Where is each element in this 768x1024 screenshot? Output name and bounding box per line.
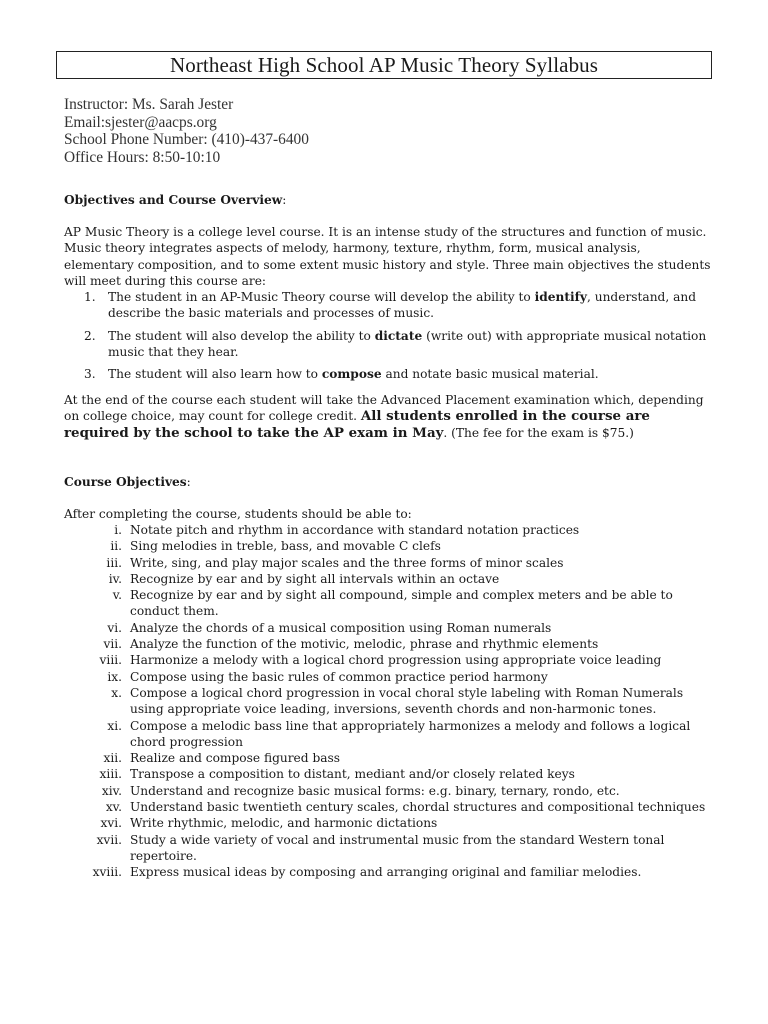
list-marker: 2. <box>84 328 96 343</box>
item-text: Write rhythmic, melodic, and harmonic dictations <box>130 816 438 831</box>
main-objectives-list <box>64 289 714 382</box>
list-item <box>64 555 714 571</box>
item-text: Write, sing, and play major scales and the three forms of minor scales <box>130 555 564 570</box>
item-text: Express musical ideas by composing and arranging original and familiar melodies. <box>130 865 642 880</box>
list-item <box>64 832 714 865</box>
email-line: Email:sjester@aacps.org <box>64 113 217 131</box>
list-item <box>64 783 714 799</box>
objective-text: The student in an AP-Music Theory course will develop the ability to <box>108 290 535 304</box>
list-marker: vii. <box>103 637 122 652</box>
list-item <box>64 864 714 880</box>
list-item <box>64 571 714 587</box>
list-marker: v. <box>112 588 122 603</box>
list-item <box>64 289 714 322</box>
exam-text: At the end of the course each student will take the Advanced Placement examination which, depending on college choice, may count for college credit. <box>64 393 704 424</box>
course-objectives-intro: After completing the course, students should be able to: <box>64 507 412 521</box>
list-marker: xvi. <box>100 816 122 831</box>
list-item <box>64 750 714 766</box>
objective-keyword: compose <box>321 367 382 382</box>
objective-text: (write out) with appropriate musical notation music that they hear. <box>108 328 707 359</box>
list-item <box>64 522 714 538</box>
exam-requirement: All students enrolled in the course are required by the school to take the AP exam in May <box>64 408 650 441</box>
list-marker: xi. <box>107 718 122 733</box>
list-item <box>64 766 714 782</box>
item-text: Recognize by ear and by sight all intervals within an octave <box>130 571 500 586</box>
contact-block <box>64 96 309 166</box>
overview-heading-colon: : <box>282 193 287 207</box>
objective-text: , understand, and describe the basic materials and processes of music. <box>108 290 697 321</box>
item-text: Analyze the function of the motivic, melodic, phrase and rhythmic elements <box>130 637 599 652</box>
exam-fee-text: . (The fee for the exam is $75.) <box>443 425 634 440</box>
list-marker: ii. <box>110 539 122 554</box>
item-text: Sing melodies in treble, bass, and movable C clefs <box>130 539 441 554</box>
overview-heading-text: Objectives and Course Overview <box>64 193 283 207</box>
item-text: Realize and compose figured bass <box>130 751 341 766</box>
objective-text: and notate basic musical material. <box>381 367 599 382</box>
instructor-line: Instructor: Ms. Sarah Jester <box>64 96 234 113</box>
objective-text: The student will also learn how to <box>108 367 322 382</box>
course-objectives-heading-text: Course Objectives <box>64 475 187 489</box>
objective-keyword: dictate <box>374 328 423 343</box>
item-text: Compose a melodic bass line that appropriately harmonizes a melody and follows a logical chord progression <box>130 718 691 749</box>
list-marker: 3. <box>84 367 96 382</box>
list-item <box>64 587 714 620</box>
list-item <box>64 538 714 554</box>
office-hours-line: Office Hours: 8:50-10:10 <box>64 148 221 166</box>
list-marker: viii. <box>99 653 122 668</box>
list-item <box>64 815 714 831</box>
objective-keyword: identify <box>534 290 587 304</box>
item-text: Harmonize a melody with a logical chord progression using appropriate voice leading <box>130 653 662 668</box>
item-text: Compose a logical chord progression in vocal choral style labeling with Roman Numerals using appropriate voice leading, inversions, seventh chords and non-harmonic tones. <box>130 685 684 717</box>
list-item <box>64 799 714 815</box>
list-item <box>64 652 714 668</box>
exam-paragraph <box>64 392 714 441</box>
list-marker: vi. <box>107 620 122 635</box>
list-item <box>64 636 714 652</box>
overview-intro: AP Music Theory is a college level course. It is an intense study of the structures and function of music. Music theory integrates aspects of melody, harmony, texture, rhythm, form, musical analysis, elementary composition, and to some extent music history and style. Three main objectives the students will meet during this course are: <box>64 225 711 288</box>
list-item <box>64 718 714 751</box>
course-objectives-list <box>64 522 714 881</box>
item-text: Understand and recognize basic musical forms: e.g. binary, ternary, rondo, etc. <box>130 783 620 798</box>
list-item <box>64 685 714 718</box>
list-marker: 1. <box>84 290 96 304</box>
list-marker: x. <box>111 685 122 700</box>
course-objectives-heading-colon: : <box>186 475 191 489</box>
list-item <box>64 366 714 382</box>
list-marker: i. <box>114 523 122 537</box>
item-text: Compose using the basic rules of common practice period harmony <box>130 669 548 684</box>
list-item <box>64 328 714 361</box>
list-marker: xiv. <box>101 783 122 798</box>
list-marker: iii. <box>106 555 122 570</box>
list-marker: xii. <box>103 751 122 766</box>
list-item <box>64 620 714 636</box>
list-marker: xviii. <box>92 865 122 880</box>
phone-line: School Phone Number: (410)-437-6400 <box>64 131 309 149</box>
page-title: Northeast High School AP Music Theory Syllabus <box>56 51 712 79</box>
item-text: Notate pitch and rhythm in accordance with standard notation practices <box>130 523 580 537</box>
list-marker: xvii. <box>96 832 122 847</box>
item-text: Analyze the chords of a musical composition using Roman numerals <box>130 620 552 635</box>
list-marker: xiii. <box>99 767 122 782</box>
list-marker: xv. <box>105 800 122 815</box>
objective-text: The student will also develop the ability to <box>108 328 375 343</box>
list-marker: ix. <box>107 669 122 684</box>
item-text: Transpose a composition to distant, mediant and/or closely related keys <box>130 767 575 782</box>
list-item <box>64 669 714 685</box>
item-text: Recognize by ear and by sight all compound, simple and complex meters and be able to conduct them. <box>130 588 673 619</box>
item-text: Understand basic twentieth century scales, chordal structures and compositional techniques <box>130 800 706 815</box>
course-objectives-heading <box>64 474 191 490</box>
item-text: Study a wide variety of vocal and instrumental music from the standard Western tonal repertoire. <box>130 832 665 863</box>
overview-heading <box>64 192 286 208</box>
list-marker: iv. <box>108 571 122 586</box>
